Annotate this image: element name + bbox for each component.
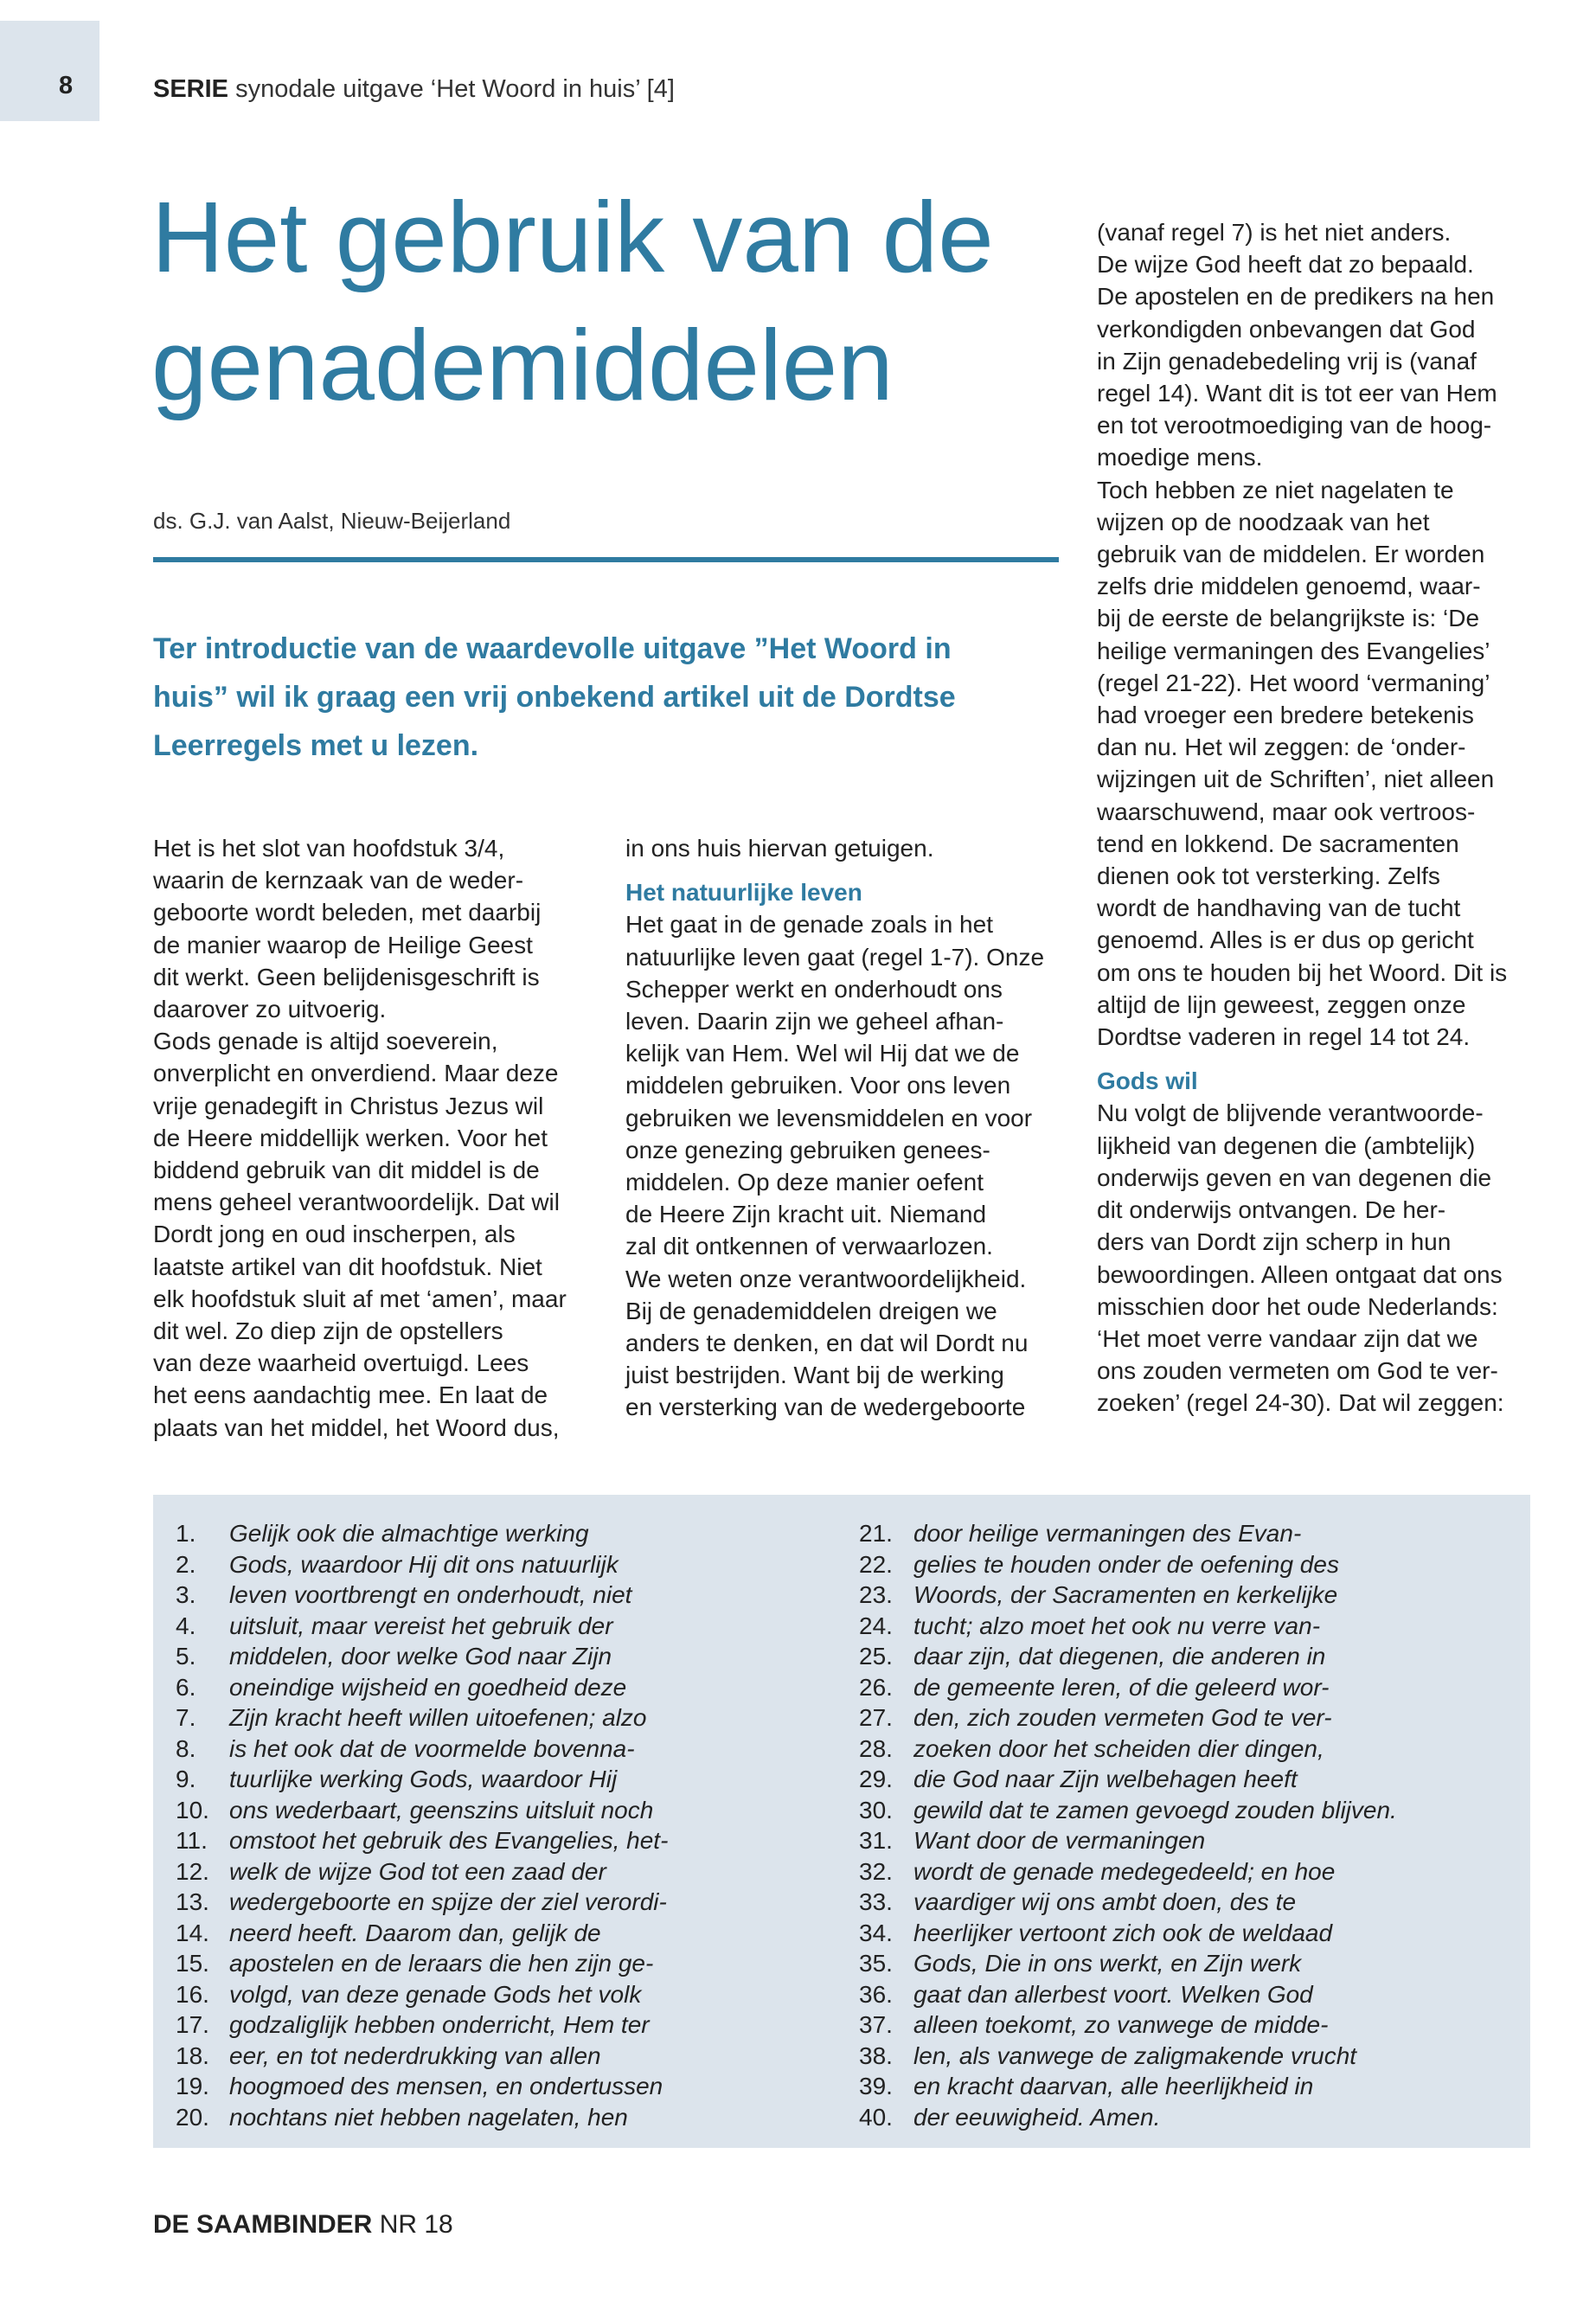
body-line: wijzen op de noodzaak van het [1097, 508, 1430, 535]
quote-line [859, 1979, 1516, 2010]
quote-line [176, 1856, 816, 1888]
title-divider [153, 557, 1059, 562]
body-line: Dordtse vaderen in regel 14 tot 24. [1097, 1023, 1471, 1051]
quote-column-right [859, 1518, 1516, 2132]
quote-text: eer, en tot nederdrukking van allen [229, 2041, 601, 2069]
line-number: 29. [859, 1766, 893, 1792]
body-line: zoeken’ (regel 24-30). Dat wil zeggen: [1097, 1389, 1504, 1417]
body-line: Schepper werkt en onderhoudt ons [625, 975, 1003, 1003]
body-line: dienen ook tot versterking. Zelfs [1097, 862, 1440, 890]
quote-line [176, 1641, 816, 1672]
body-line: De apostelen en de predikers na hen [1097, 283, 1495, 311]
quote-text: en kracht daarvan, alle heerlijkheid in [913, 2073, 1314, 2099]
body-line: lijkheid van degenen die (ambtelijk) [1097, 1131, 1476, 1159]
quote-line [859, 1887, 1516, 1918]
quote-text: oneindige wijsheid en goedheid deze [229, 1673, 627, 1701]
quote-line [859, 2071, 1516, 2102]
quote-line [859, 1672, 1516, 1703]
quote-line [176, 1549, 816, 1580]
line-number: 4. [176, 1612, 196, 1639]
body-line: regel 14). Want dit is tot eer van Hem [1097, 380, 1497, 407]
body-line: het eens aandachtig mee. En laat de [153, 1381, 548, 1409]
body-line: geboorte wordt beleden, met daarbij [153, 899, 542, 926]
line-number: 12. [176, 1857, 209, 1885]
quote-line [176, 1611, 816, 1642]
quote-line [859, 2041, 1516, 2072]
quote-text: omstoot het gebruik des Evangelies, het- [229, 1827, 669, 1854]
line-number: 27. [859, 1704, 893, 1731]
body-line: misschien door het oude Nederlands: [1097, 1292, 1498, 1320]
quote-line [859, 1795, 1516, 1826]
line-number: 10. [176, 1796, 209, 1823]
line-number: 7. [176, 1704, 196, 1731]
line-number: 38. [859, 2041, 893, 2069]
line-number: 11. [176, 1827, 208, 1854]
body-line: tend en lokkend. De sacramenten [1097, 830, 1459, 857]
line-number: 5. [176, 1643, 196, 1670]
quote-line [176, 1979, 816, 2010]
quote-column-left [176, 1518, 816, 2132]
body-line: genoemd. Alles is er dus op gericht [1097, 926, 1474, 954]
paragraph-gap [1097, 1053, 1564, 1065]
quote-text: hoogmoed des mensen, en ondertussen [229, 2073, 663, 2099]
quote-line [176, 1580, 816, 1611]
body-line: in ons huis hiervan getuigen. [625, 835, 934, 862]
body-line: heilige vermaningen des Evangelies’ [1097, 637, 1490, 664]
paragraph-gap [625, 864, 1075, 876]
line-number: 28. [859, 1734, 893, 1762]
quote-text: daar zijn, dat diegenen, die anderen in [913, 1643, 1326, 1670]
title-line: genademiddelen [151, 309, 894, 421]
body-line: dit wel. Zo diep zijn de opstellers [153, 1317, 503, 1345]
body-line: mens geheel verantwoordelijk. Dat wil [153, 1189, 560, 1216]
line-number: 35. [859, 1950, 893, 1977]
article-author: ds. G.J. van Aalst, Nieuw-Beijerland [153, 508, 511, 534]
body-line: Dordt jong en oud inscherpen, als [153, 1221, 516, 1248]
body-line: dan nu. Het wil zeggen: de ‘onder- [1097, 734, 1466, 761]
title-line: Het gebruik van de [151, 181, 994, 293]
body-line: onze genezing gebruiken genees- [625, 1136, 990, 1163]
body-line: van deze waarheid overtuigd. Lees [153, 1349, 529, 1377]
page-number-box [0, 21, 99, 121]
line-number: 37. [859, 2011, 893, 2038]
body-line: vrije genadegift in Christus Jezus wil [153, 1092, 544, 1119]
quote-text: welk de wijze God tot een zaad der [229, 1857, 606, 1885]
quote-text: Zijn kracht heeft willen uitoefenen; alzo [229, 1704, 647, 1731]
line-number: 17. [176, 2011, 209, 2038]
body-column-3 [1097, 216, 1564, 1420]
article-intro [153, 625, 1018, 770]
quote-text: middelen, door welke God naar Zijn [229, 1643, 612, 1670]
quote-line [859, 1549, 1516, 1580]
quote-text: vaardiger wij ons ambt doen, des te [913, 1888, 1297, 1915]
line-number: 1. [176, 1520, 196, 1547]
quote-text: die God naar Zijn welbehagen heeft [913, 1766, 1298, 1792]
line-number: 22. [859, 1550, 893, 1578]
body-line: zelfs drie middelen genoemd, waar- [1097, 573, 1481, 600]
intro-line: huis” wil ik graag een vrij onbekend artikel uit de Dordtse [153, 681, 956, 714]
line-number: 20. [176, 2103, 209, 2131]
quote-line [176, 2009, 816, 2041]
body-line: leven. Daarin zijn we geheel afhan- [625, 1008, 1004, 1035]
quote-text: alleen toekomt, zo vanwege de midde- [913, 2011, 1329, 2038]
body-line: bewoordingen. Alleen ontgaat dat ons [1097, 1260, 1503, 1288]
body-line: Gods genade is altijd soeverein, [153, 1028, 498, 1055]
body-line: anders te denken, en dat wil Dordt nu [625, 1330, 1029, 1357]
line-number: 25. [859, 1643, 893, 1670]
body-line: juist bestrijden. Want bij de werking [625, 1362, 1004, 1389]
line-number: 34. [859, 1919, 893, 1946]
body-column-1 [153, 832, 603, 1444]
quote-text: Woords, der Sacramenten en kerkelijke [913, 1581, 1338, 1608]
body-line: We weten onze verantwoordelijkheid. [625, 1265, 1027, 1292]
body-line: verkondigden onbevangen dat God [1097, 315, 1476, 343]
body-line: waarin de kernzaak van de weder- [153, 867, 524, 894]
quote-text: tuurlijke werking Gods, waardoor Hij [229, 1766, 618, 1792]
quote-line [176, 2102, 816, 2133]
quote-text: volgd, van deze genade Gods het volk [229, 1980, 642, 2008]
quote-text: der eeuwigheid. Amen. [913, 2103, 1161, 2131]
body-line: Het gaat in de genade zoals in het [625, 911, 993, 939]
body-line: onverplicht en onverdiend. Maar deze [153, 1060, 559, 1087]
line-number: 13. [176, 1888, 209, 1915]
quote-text: gaat dan allerbest voort. Welken God [913, 1980, 1313, 2008]
quote-line [176, 1734, 816, 1765]
body-line: Nu volgt de blijvende verantwoorde- [1097, 1099, 1484, 1127]
quote-text: Gelijk ook die almachtige werking [229, 1520, 589, 1547]
line-number: 8. [176, 1734, 196, 1762]
body-column-2 [625, 832, 1075, 1424]
quote-line [859, 2009, 1516, 2041]
body-line: had vroeger een bredere betekenis [1097, 702, 1474, 729]
quote-line [859, 2102, 1516, 2133]
body-line: elk hoofdstuk sluit af met ‘amen’, maar [153, 1285, 567, 1312]
quote-line [176, 1795, 816, 1826]
body-line: plaats van het middel, het Woord dus, [153, 1413, 560, 1441]
page-number: 8 [59, 72, 74, 99]
quote-line [176, 1918, 816, 1949]
line-number: 19. [176, 2073, 209, 2099]
body-line: zal dit ontkennen of verwaarlozen. [625, 1233, 993, 1260]
line-number: 16. [176, 1980, 209, 2008]
line-number: 30. [859, 1796, 893, 1823]
body-line: biddend gebruik van dit middel is de [153, 1157, 540, 1184]
body-line: Toch hebben ze niet nagelaten te [1097, 476, 1454, 503]
body-line: middelen. Op deze manier oefent [625, 1169, 984, 1196]
line-number: 32. [859, 1857, 893, 1885]
body-line: natuurlijke leven gaat (regel 1-7). Onze [625, 943, 1045, 971]
quote-line [859, 1734, 1516, 1765]
line-number: 3. [176, 1581, 196, 1608]
quote-text: gelies te houden onder de oefening des [913, 1550, 1339, 1578]
body-line: de Heere Zijn kracht uit. Niemand [625, 1201, 987, 1228]
quote-text: de gemeente leren, of die geleerd wor- [913, 1673, 1330, 1701]
body-line: ‘Het moet verre vandaar zijn dat we [1097, 1324, 1478, 1352]
body-line: moedige mens. [1097, 444, 1263, 471]
quote-line [176, 1702, 816, 1734]
body-line: dit onderwijs ontvangen. De her- [1097, 1196, 1446, 1224]
quote-line [176, 2071, 816, 2102]
body-line: en versterking van de wedergeboorte [625, 1394, 1026, 1421]
quote-text: door heilige vermaningen des Evan- [913, 1520, 1302, 1547]
body-line: gebruiken we levensmiddelen en voor [625, 1104, 1033, 1131]
line-number: 36. [859, 1980, 893, 2008]
quote-text: heerlijker vertoont zich ook de weldaad [913, 1919, 1333, 1946]
quote-text: den, zich zouden vermeten God te ver- [913, 1704, 1332, 1731]
quote-text: gewild dat te zamen gevoegd zouden blijven. [913, 1796, 1397, 1823]
body-line: kelijk van Hem. Wel wil Hij dat we de [625, 1040, 1020, 1067]
intro-line: Ter introductie van de waardevolle uitgave ”Het Woord in [153, 632, 952, 665]
body-line: wijzingen uit de Schriften’, niet alleen [1097, 766, 1495, 793]
footer-issue: NR 18 [379, 2210, 453, 2239]
quote-line [859, 1948, 1516, 1979]
body-line: de manier waarop de Heilige Geest [153, 931, 533, 958]
line-number: 23. [859, 1581, 893, 1608]
footer-publication: DE SAAMBINDER [153, 2210, 373, 2239]
quote-line [859, 1641, 1516, 1672]
line-number: 39. [859, 2073, 893, 2099]
footer [153, 2210, 453, 2240]
body-line: ons zouden vermeten om God te ver- [1097, 1357, 1498, 1385]
line-number: 18. [176, 2041, 209, 2069]
quote-line [859, 1918, 1516, 1949]
line-number: 24. [859, 1612, 893, 1639]
quote-text: ons wederbaart, geenszins uitsluit noch [229, 1796, 654, 1823]
quote-text: Want door de vermaningen [913, 1827, 1206, 1854]
line-number: 33. [859, 1888, 893, 1915]
body-line: (regel 21-22). Het woord ‘vermaning’ [1097, 669, 1490, 696]
line-number: 21. [859, 1520, 893, 1547]
quote-text: wordt de genade medegedeeld; en hoe [913, 1857, 1336, 1885]
series-text: synodale uitgave ‘Het Woord in huis’ [4] [235, 75, 675, 103]
quote-text: len, als vanwege de zaligmakende vrucht [913, 2041, 1357, 2069]
quote-line [859, 1702, 1516, 1734]
body-line: ders van Dordt zijn scherp in hun [1097, 1228, 1452, 1256]
quote-text: nochtans niet hebben nagelaten, hen [229, 2103, 628, 2131]
body-line: laatste artikel van dit hoofdstuk. Niet [153, 1253, 542, 1280]
body-line: de Heere middellijk werken. Voor het [153, 1124, 548, 1151]
series-header [153, 75, 675, 104]
quote-text: zoeken door het scheiden dier dingen, [913, 1734, 1324, 1762]
quote-text: wedergeboorte en spijze der ziel verordi- [229, 1888, 667, 1915]
body-line: Het is het slot van hoofdstuk 3/4, [153, 835, 505, 862]
body-line: en tot verootmoediging van de hoog- [1097, 412, 1492, 439]
quote-line [176, 2041, 816, 2072]
line-number: 40. [859, 2103, 893, 2131]
body-line: onderwijs geven en van degenen die [1097, 1163, 1492, 1191]
quote-text: neerd heeft. Daarom dan, gelijk de [229, 1919, 601, 1946]
body-line: wordt de handhaving van de tucht [1097, 894, 1461, 922]
quote-text: apostelen en de leraars die hen zijn ge- [229, 1950, 654, 1977]
body-line: daarover zo uitvoerig. [153, 996, 387, 1023]
body-line: Bij de genademiddelen dreigen we [625, 1297, 997, 1324]
body-line: gebruik van de middelen. Er worden [1097, 541, 1485, 568]
intro-line: Leerregels met u lezen. [153, 729, 479, 762]
body-line: bij de eerste de belangrijkste is: ‘De [1097, 605, 1480, 632]
quote-line [859, 1825, 1516, 1856]
line-number: 14. [176, 1919, 209, 1946]
quote-line [859, 1518, 1516, 1549]
line-number: 15. [176, 1950, 209, 1977]
quote-line [859, 1611, 1516, 1642]
body-line: dit werkt. Geen belijdenisgeschrift is [153, 963, 540, 990]
quote-line [859, 1856, 1516, 1888]
quote-line [859, 1580, 1516, 1611]
series-label: SERIE [153, 75, 229, 103]
quote-text: is het ook dat de voormelde bovenna- [229, 1734, 635, 1762]
quote-text: uitsluit, maar vereist het gebruik der [229, 1612, 613, 1639]
quote-line [859, 1764, 1516, 1795]
line-number: 26. [859, 1673, 893, 1701]
article-title [151, 173, 1077, 429]
quote-text: leven voortbrengt en onderhoudt, niet [229, 1581, 632, 1608]
quote-line [176, 1825, 816, 1856]
quote-line [176, 1672, 816, 1703]
section-heading: Gods wil [1097, 1067, 1198, 1095]
section-heading: Het natuurlijke leven [625, 879, 862, 907]
quote-line [176, 1518, 816, 1549]
body-line: om ons te houden bij het Woord. Dit is [1097, 958, 1508, 986]
line-number: 31. [859, 1827, 893, 1854]
line-number: 2. [176, 1550, 196, 1578]
quote-text: godzaliglijk hebben onderricht, Hem ter [229, 2011, 650, 2038]
quote-line [176, 1764, 816, 1795]
quote-text: Gods, Die in ons werkt, en Zijn werk [913, 1950, 1302, 1977]
quote-text: Gods, waardoor Hij dit ons natuurlijk [229, 1550, 619, 1578]
line-number: 6. [176, 1673, 196, 1701]
body-line: altijd de lijn geweest, zeggen onze [1097, 990, 1466, 1018]
body-line: (vanaf regel 7) is het niet anders. [1097, 219, 1452, 246]
body-line: De wijze God heeft dat zo bepaald. [1097, 251, 1474, 279]
quote-text: tucht; alzo moet het ook nu verre van- [913, 1612, 1321, 1639]
body-line: middelen gebruiken. Voor ons leven [625, 1072, 1011, 1099]
line-number: 9. [176, 1766, 196, 1792]
body-line: in Zijn genadebedeling vrij is (vanaf [1097, 347, 1477, 375]
quote-line [176, 1948, 816, 1979]
quote-line [176, 1887, 816, 1918]
body-line: waarschuwend, maar ook vertroos- [1097, 798, 1476, 825]
